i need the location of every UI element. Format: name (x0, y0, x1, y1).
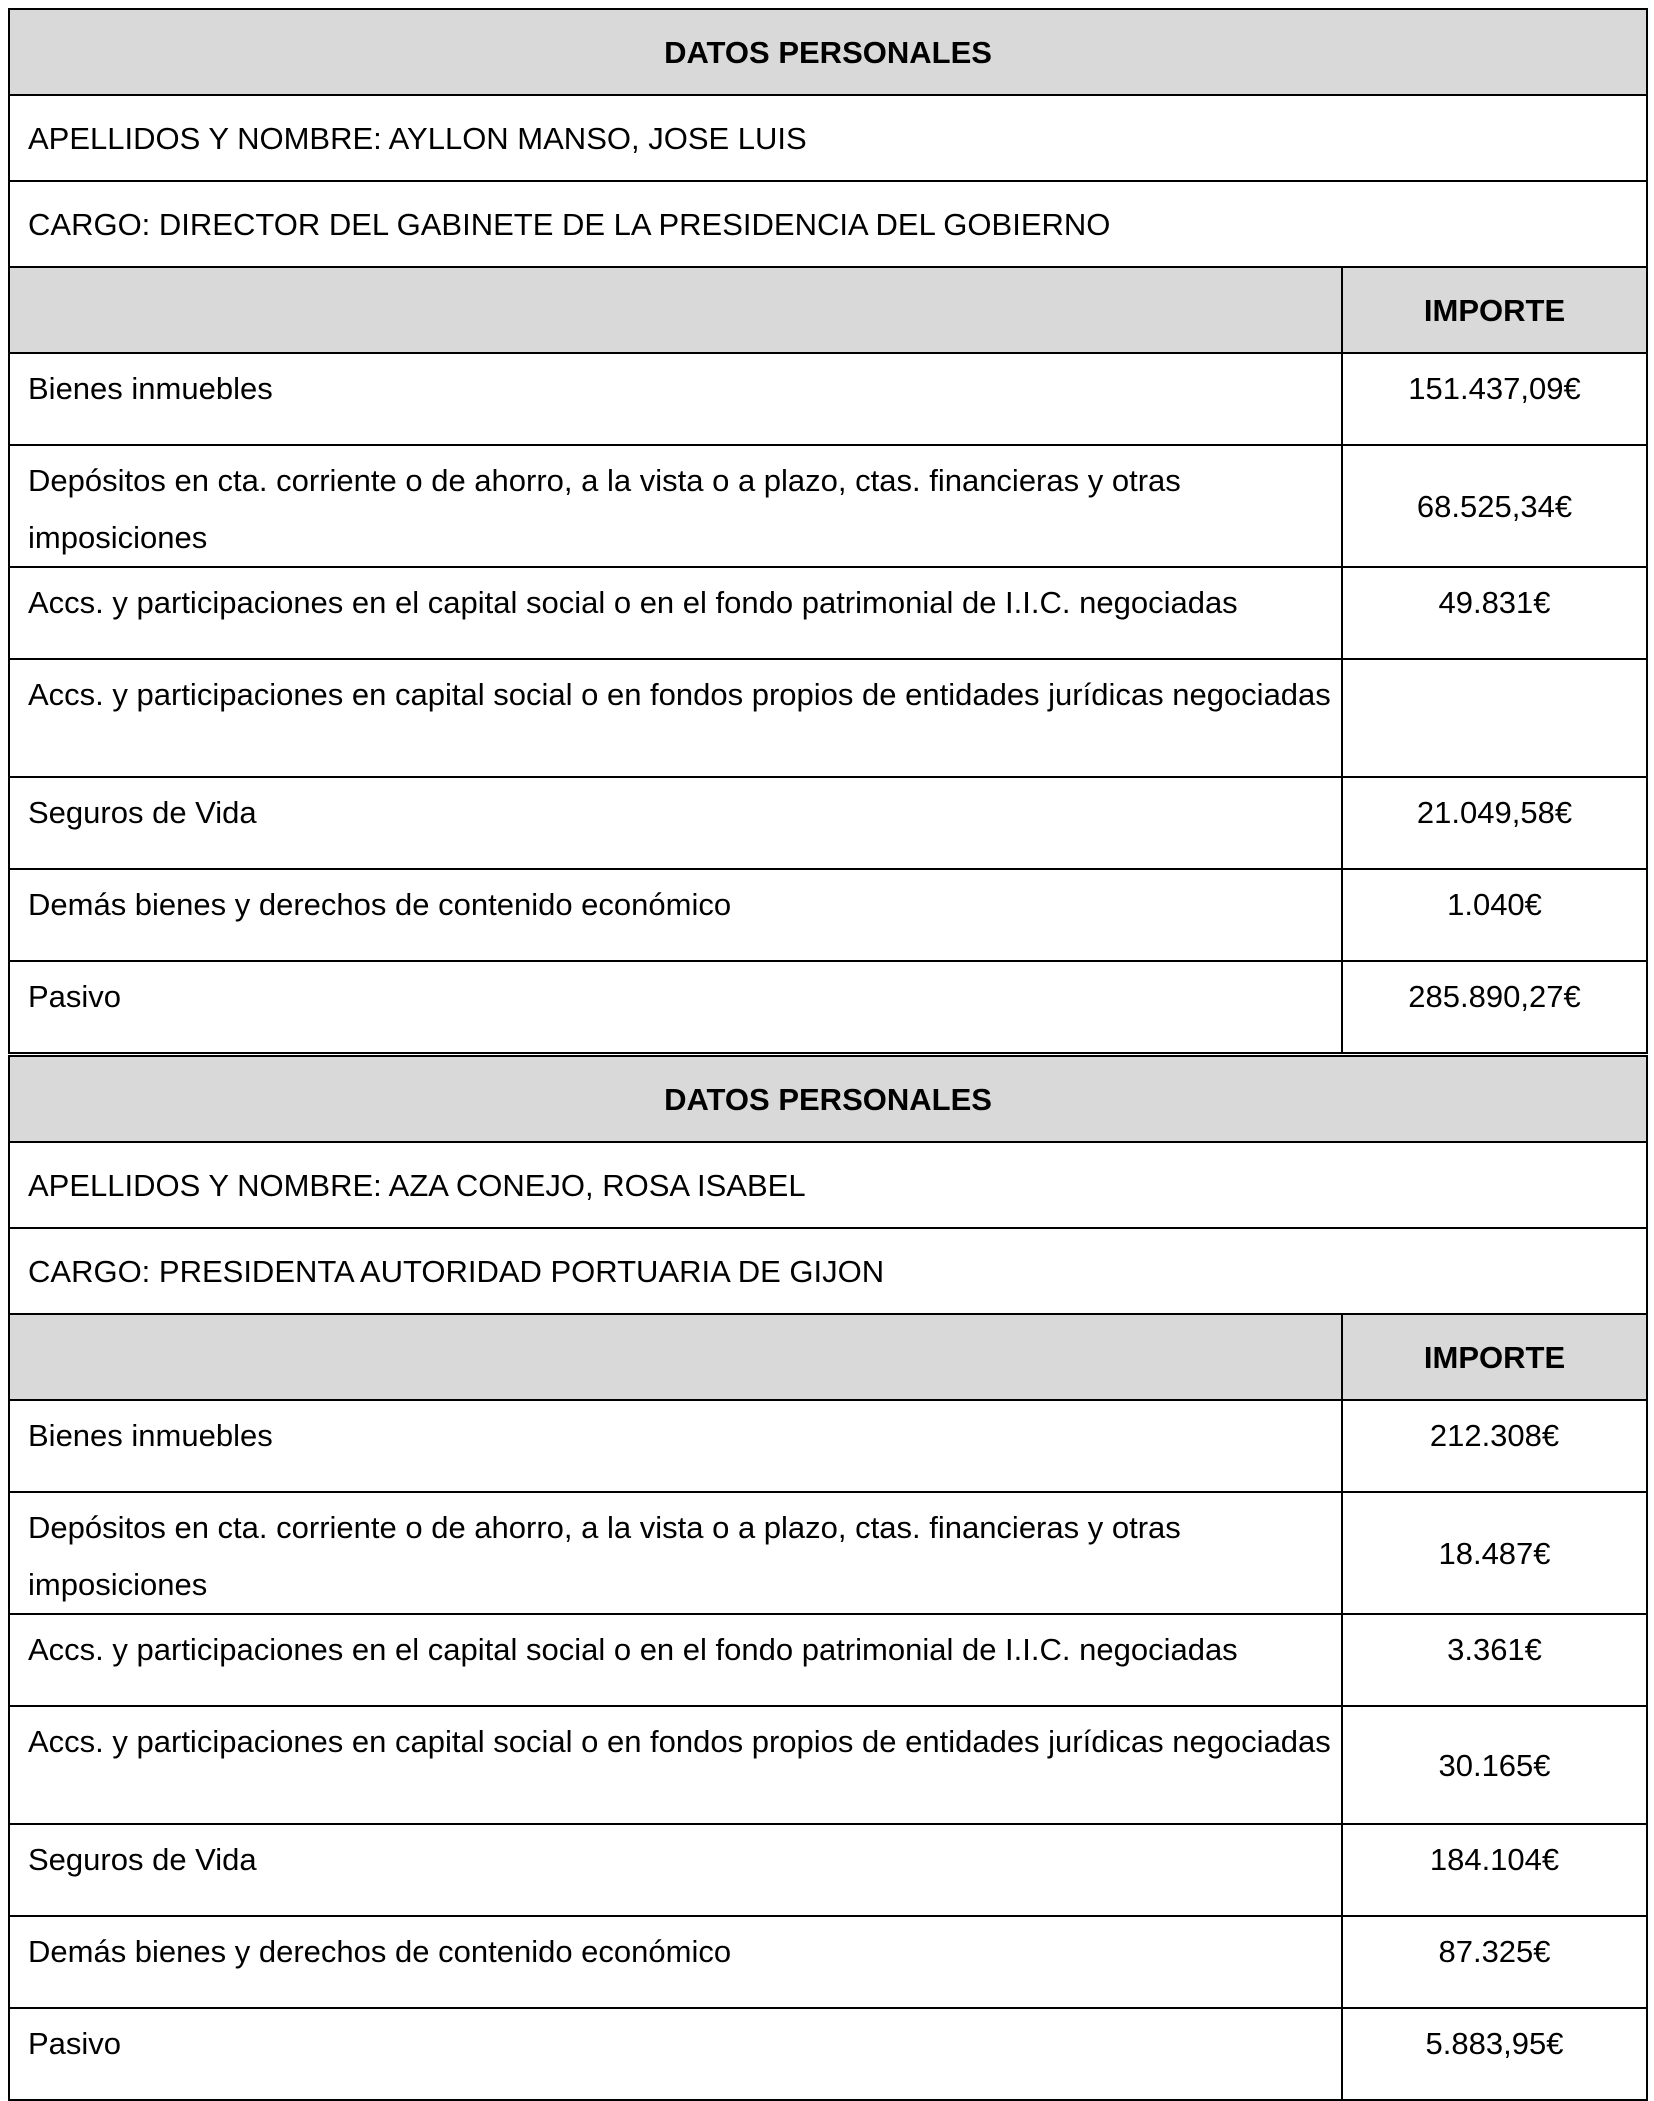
row-amount: 87.325€ (1342, 1916, 1647, 2008)
row-amount (1342, 659, 1647, 777)
amount-column-header: IMPORTE (1342, 267, 1647, 353)
name-row (9, 95, 1647, 181)
amount-column-header: IMPORTE (1342, 1314, 1647, 1400)
row-label: Bienes inmuebles (9, 1400, 1342, 1492)
table-row (9, 2008, 1647, 2100)
row-amount: 3.361€ (1342, 1614, 1647, 1706)
row-amount: 21.049,58€ (1342, 777, 1647, 869)
column-header-row (9, 267, 1647, 353)
row-amount: 30.165€ (1342, 1706, 1647, 1824)
row-amount: 1.040€ (1342, 869, 1647, 961)
row-label: Demás bienes y derechos de contenido económico (9, 869, 1342, 961)
row-amount: 18.487€ (1342, 1492, 1647, 1614)
row-amount: 184.104€ (1342, 1824, 1647, 1916)
column-header-row (9, 1314, 1647, 1400)
row-label: Accs. y participaciones en capital social o en fondos propios de entidades jurídicas negociadas (9, 1706, 1342, 1824)
table-row (9, 567, 1647, 659)
table-row (9, 659, 1647, 777)
row-label: Depósitos en cta. corriente o de ahorro, a la vista o a plazo, ctas. financieras y otras imposiciones (9, 445, 1342, 567)
row-label: Accs. y participaciones en el capital social o en el fondo patrimonial de I.I.C. negociadas (9, 1614, 1342, 1706)
row-label: Pasivo (9, 2008, 1342, 2100)
name-line: APELLIDOS Y NOMBRE: AYLLON MANSO, JOSE LUIS (9, 95, 1647, 181)
table-row (9, 961, 1647, 1053)
row-amount: 68.525,34€ (1342, 445, 1647, 567)
section-header-row (9, 9, 1647, 95)
row-amount: 49.831€ (1342, 567, 1647, 659)
column-header-blank (9, 267, 1342, 353)
table-row (9, 353, 1647, 445)
table-row (9, 1824, 1647, 1916)
cargo-line: CARGO: DIRECTOR DEL GABINETE DE LA PRESIDENCIA DEL GOBIERNO (9, 181, 1647, 267)
row-amount: 212.308€ (1342, 1400, 1647, 1492)
row-label: Seguros de Vida (9, 1824, 1342, 1916)
row-amount: 285.890,27€ (1342, 961, 1647, 1053)
row-label: Demás bienes y derechos de contenido económico (9, 1916, 1342, 2008)
declaration-table-ayllon (8, 8, 1648, 1054)
cargo-line: CARGO: PRESIDENTA AUTORIDAD PORTUARIA DE GIJON (9, 1228, 1647, 1314)
cargo-row (9, 1228, 1647, 1314)
name-line: APELLIDOS Y NOMBRE: AZA CONEJO, ROSA ISABEL (9, 1142, 1647, 1228)
table-row (9, 445, 1647, 567)
table-row (9, 1400, 1647, 1492)
name-row (9, 1142, 1647, 1228)
row-label: Depósitos en cta. corriente o de ahorro, a la vista o a plazo, ctas. financieras y otras imposiciones (9, 1492, 1342, 1614)
row-label: Seguros de Vida (9, 777, 1342, 869)
cargo-row (9, 181, 1647, 267)
section-header-row (9, 1056, 1647, 1142)
row-label: Accs. y participaciones en capital social o en fondos propios de entidades jurídicas negociadas (9, 659, 1342, 777)
table-row (9, 1492, 1647, 1614)
column-header-blank (9, 1314, 1342, 1400)
table-row (9, 869, 1647, 961)
row-amount: 5.883,95€ (1342, 2008, 1647, 2100)
section-title: DATOS PERSONALES (9, 1056, 1647, 1142)
table-row (9, 777, 1647, 869)
table-row (9, 1614, 1647, 1706)
row-label: Bienes inmuebles (9, 353, 1342, 445)
section-title: DATOS PERSONALES (9, 9, 1647, 95)
row-label: Accs. y participaciones en el capital social o en el fondo patrimonial de I.I.C. negociadas (9, 567, 1342, 659)
row-amount: 151.437,09€ (1342, 353, 1647, 445)
row-label: Pasivo (9, 961, 1342, 1053)
declaration-table-aza (8, 1055, 1648, 2101)
table-row (9, 1706, 1647, 1824)
table-row (9, 1916, 1647, 2008)
